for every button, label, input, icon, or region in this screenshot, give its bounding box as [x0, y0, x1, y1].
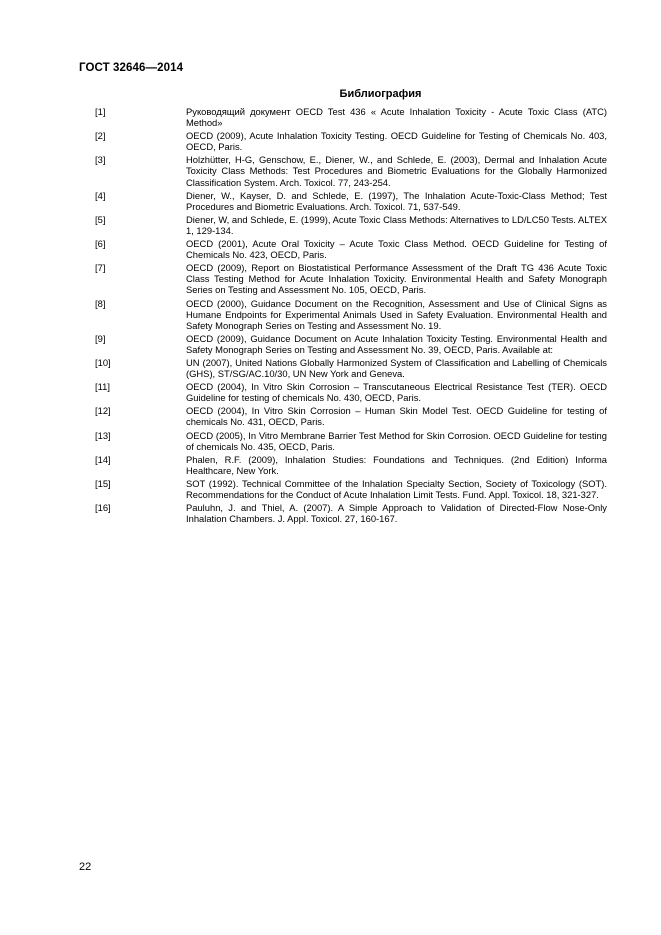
bib-entry [95, 154, 607, 187]
bib-entry [95, 238, 607, 260]
bib-entry [95, 190, 607, 212]
bib-entry-number: [3] [95, 154, 106, 166]
bib-entry [95, 130, 607, 152]
bib-entry [95, 214, 607, 236]
bib-entry-number: [5] [95, 213, 106, 225]
bibliography-list [95, 106, 607, 526]
bib-entry-text: OECD (2000), Guidance Document on the Recognition, Assessment and Use of Clinical Signs as Humane Endpoints for Experimental Animals Used in Safety Evaluation. Environmental Health and Safety Monograph Series on Testing and Assessment No. 19. [186, 297, 607, 331]
bib-entry-text: OECD (2004), In Vitro Skin Corrosion – Human Skin Model Test. OECD Guideline for testing of chemicals No. 431, OECD, Paris. [186, 405, 607, 428]
bib-entry-number: [9] [95, 332, 106, 344]
bib-entry-number: [6] [95, 238, 106, 250]
bib-entry-text: OECD (2004), In Vitro Skin Corrosion – Transcutaneous Electrical Resistance Test (TER). OECD Guideline for testing of chemicals No. 430, OECD, Paris. [186, 381, 607, 404]
bib-entry-text: OECD (2009), Guidance Document on Acute Inhalation Toxicity Testing. Environmental Health and Safety Monograph Series on Testing and Assessment No. 39, OECD, Paris. Available at: [186, 332, 607, 355]
bib-entry [95, 405, 607, 427]
bib-entry [95, 333, 607, 355]
bib-entry-text: OECD (2009), Acute Inhalation Toxicity Testing. OECD Guideline for Testing of Chemicals No. 403, OECD, Paris. [186, 130, 607, 153]
bib-entry-text: UN (2007), United Nations Globally Harmonized System of Classification and Labelling of Chemicals (GHS), ST/SG/AC.10/30, UN New York and Geneva. [186, 356, 607, 380]
bib-entry-text: Руководящий документ OECD Test 436 « Acute Inhalation Toxicity - Acute Toxic Class (ATC) Method» [186, 106, 607, 129]
bib-entry [95, 478, 607, 500]
bib-entry-text: Diener, W., Kayser, D. and Schlede, E. (1997), The Inhalation Acute-Toxic-Class Method; Test Procedures and Biometric Evaluations. Arch. Toxicol. 71, 537-549. [186, 189, 607, 212]
bibliography-title-text: Библиография [339, 88, 422, 100]
bib-entry-number: [2] [95, 130, 106, 142]
bibliography-title [0, 88, 661, 100]
bib-entry [95, 454, 607, 476]
bib-entry [95, 430, 607, 452]
bib-entry-text: OECD (2005), In Vitro Membrane Barrier Test Method for Skin Corrosion. OECD Guideline for testing of chemicals No. 435, OECD, Paris. [186, 429, 607, 452]
bib-entry-number: [4] [95, 189, 106, 201]
bib-entry-text: Holzhütter, H-G, Genschow, E., Diener, W., and Schlede, E. (2003), Dermal and Inhalation Acute Toxicity Class Methods: Test Procedures and Biometric Evaluations for the Globally Harmonized Classification System. Arch. Toxicol. 77, 243-254. [186, 154, 607, 188]
bib-entry [95, 381, 607, 403]
bib-entry-text: Diener, W, and Schlede, E. (1999), Acute Toxic Class Methods: Alternatives to LD/LC50 Tests. ALTEX 1, 129-134. [186, 213, 607, 236]
bib-entry [95, 357, 607, 379]
bib-entry-number: [10] [95, 356, 111, 368]
bib-entry-number: [14] [95, 453, 111, 465]
bib-entry-number: [12] [95, 405, 111, 417]
bib-entry-text: Pauluhn, J. and Thiel, A. (2007). A Simple Approach to Validation of Directed-Flow Nose-Only Inhalation Chambers. J. Appl. Toxicol. 27, 160-167. [186, 502, 607, 525]
bib-entry-text: OECD (2009), Report on Biostatistical Performance Assessment of the Draft TG 436 Acute Toxic Class Testing Method for Acute Inhalation Toxicity. Environmental Health and Safety Monograph Series on Testing and Assessment No. 105, OECD, Paris. [186, 262, 607, 296]
bib-entry-number: [1] [95, 106, 106, 117]
bib-entry [95, 502, 607, 524]
page-number: 22 [79, 861, 92, 873]
bib-entry-text: Phalen, R.F. (2009), Inhalation Studies: Foundations and Techniques. (2nd Edition) Informa Healthcare, New York. [186, 453, 607, 476]
bib-entry-number: [11] [95, 381, 110, 393]
bib-entry-number: [13] [95, 429, 111, 441]
bib-entry [95, 262, 607, 295]
standard-code: ГОСТ 32646—2014 [79, 62, 184, 74]
bib-entry-number: [8] [95, 297, 106, 309]
bib-entry [95, 298, 607, 331]
bib-entry [95, 106, 607, 128]
bib-entry-number: [7] [95, 262, 106, 274]
bib-entry-text: OECD (2001), Acute Oral Toxicity – Acute Toxic Class Method. OECD Guideline for Testing of Chemicals No. 423, OECD, Paris. [186, 238, 607, 261]
bib-entry-text: SOT (1992). Technical Committee of the Inhalation Specialty Section, Society of Toxicology (SOT). Recommendations for the Conduct of Acute Inhalation Limit Tests. Fund. Appl. Toxicol. 18, 321-327. [186, 477, 607, 500]
bib-entry-number: [16] [95, 502, 111, 514]
bib-entry-number: [15] [95, 477, 111, 489]
